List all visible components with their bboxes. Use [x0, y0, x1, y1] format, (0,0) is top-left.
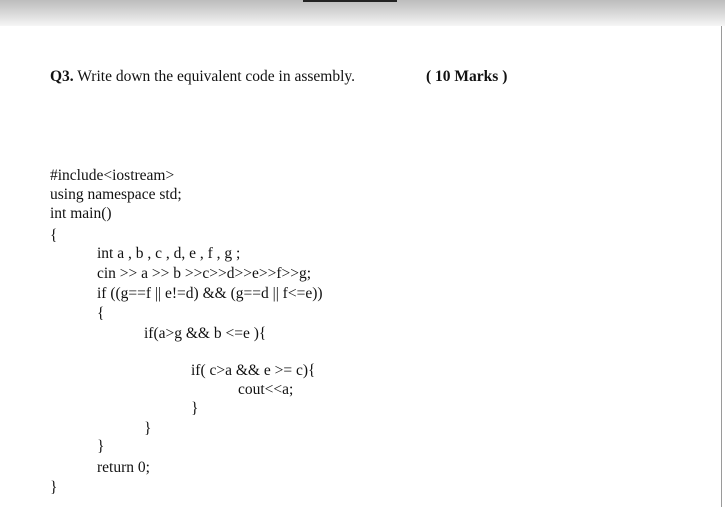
code-line: cin >> a >> b >>c>>d>>e>>f>>g;: [97, 265, 312, 282]
code-line: }: [191, 400, 199, 417]
page-right-border: [721, 26, 722, 507]
code-line: using namespace std;: [50, 186, 182, 203]
code-line: {: [97, 305, 105, 322]
page-top-edge: [0, 0, 725, 26]
code-line: if ((g==f || e!=d) && (g==d || f<=e)): [97, 285, 323, 302]
question-heading: [50, 68, 355, 86]
code-line: {: [50, 227, 58, 244]
question-marks: ( 10 Marks ): [426, 68, 508, 85]
code-line: if( c>a && e >= c){: [191, 362, 316, 379]
code-line: }: [144, 420, 152, 437]
code-line: if(a>g && b <=e ){: [144, 325, 267, 342]
code-line: int a , b , c , d, e , f , g ;: [97, 245, 241, 262]
code-line: }: [97, 438, 105, 455]
question-text: Write down the equivalent code in assembly.: [77, 68, 356, 85]
code-line: #include<iostream>: [50, 167, 175, 184]
question-number: Q3.: [50, 68, 74, 85]
code-line: return 0;: [97, 459, 150, 476]
code-line: cout<<a;: [238, 381, 294, 398]
header-rule: [303, 0, 397, 2]
code-line: int main(): [50, 205, 112, 222]
code-line: }: [50, 479, 58, 496]
